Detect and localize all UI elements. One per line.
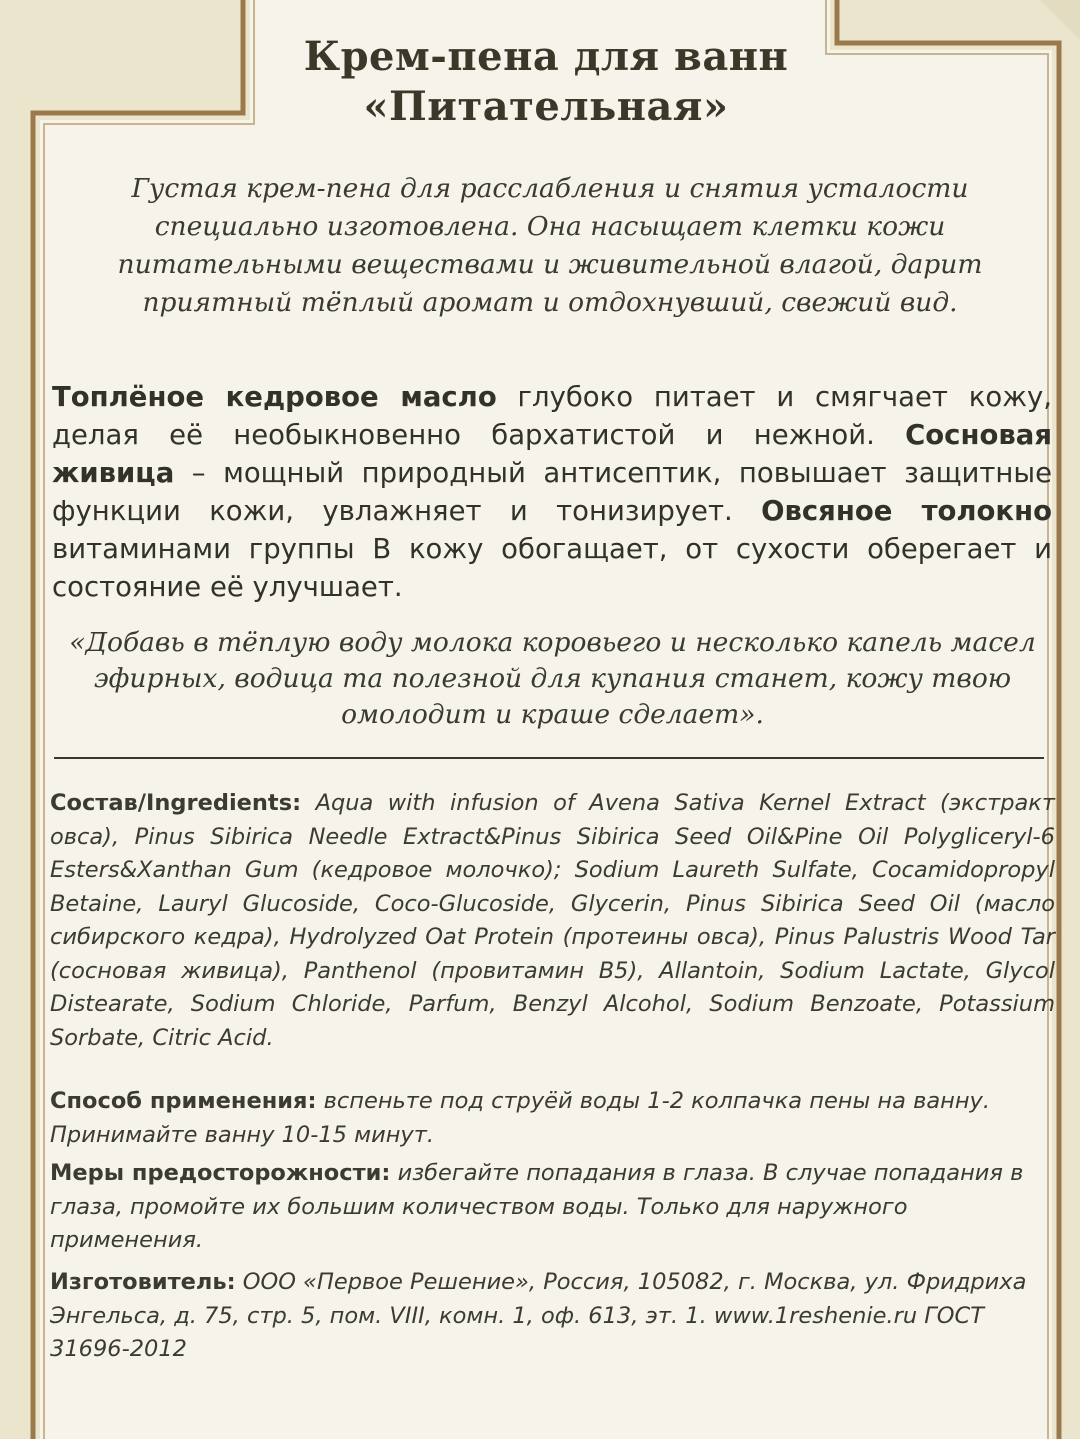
pine-resin-text: – мощный природный антисептик, повышает защитные функции кожи, увлажняет и тонизирует. (52, 457, 1052, 527)
oat-flour-text: витаминами группы В кожу обогащает, от сухости оберегает и состояние её улучшает. (52, 533, 1052, 603)
precautions-block (50, 1157, 1055, 1258)
precautions-text: избегайте попадания в глаза. В случае попадания в глаза, промойте их большим количеством воды. Только для наружного применения. (50, 1160, 1024, 1253)
section-divider (54, 757, 1044, 759)
manufacturer-text: ООО «Первое Решение», Россия, 105082, г. Москва, ул. Фридриха Энгельса, д. 75, стр. 5, пом. VIII, комн. 1, оф. 613, эт. 1. www.1reshenie.ru ГОСТ 31696-2012 (50, 1269, 1027, 1362)
ingredients-label: Состав/Ingredients: (50, 790, 302, 816)
quote-paragraph: «Добавь в тёплую воду молока коровьего и несколько капель масел эфирных, водица та полезной для купания станет, кожу твою омолодит и краше сделает». (69, 627, 1036, 730)
product-title: Крем-пена для ванн (303, 33, 789, 80)
oat-flour-heading: Овсяное толокно (761, 495, 1052, 527)
ingredients-block (50, 787, 1055, 1055)
cedar-oil-text: глубоко питает и смягчает кожу, делая её необыкновенно бархатистой и нежной. (52, 381, 1052, 451)
manufacturer-block (50, 1266, 1055, 1367)
product-subtitle: «Питательная» (363, 83, 729, 130)
usage-text: вспеньте под струёй воды 1-2 колпачка пены на ванну. Принимайте ванну 10-15 минут. (50, 1088, 991, 1148)
ingredients-text: Aqua with infusion of Avena Sativa Kernel Extract (экстракт овса), Pinus Sibirica Needle Extract&Pinus Sibirica Seed Oil&Pine Oil Polygliceryl-6 Esters&Xanthan Gum (кедровое молочко); Sodium Laureth Sulfate, Cocamidopropyl Betaine, Lauryl Glucoside, Coco-Glucoside, Glycerin, Pinus Sibirica Seed Oil (масло сибирского кедра), Hydrolyzed Oat Protein (протеины овса), Pinus Palustris Wood Tar (сосновая живица), Panthenol (провитамин B5), Allantoin, Sodium Lactate, Glycol Distearate, Sodium Chloride, Parfum, Benzyl Alcohol, Sodium Benzoate, Potassium Sorbate, Citric Acid. (50, 790, 1055, 1051)
intro-paragraph: Густая крем-пена для расслабления и снятия усталости специально изготовлена. Она насыщает клетки кожи питательными веществами и живительной влагой, дарит приятный тёплый аромат и отдохнувший, свежий вид. (117, 173, 983, 318)
cedar-oil-heading: Топлёное кедровое масло (52, 381, 497, 413)
usage-label: Способ применения: (50, 1088, 317, 1114)
description-paragraph (52, 378, 1052, 606)
pine-resin-heading: Сосновая живица (52, 419, 1052, 489)
manufacturer-label: Изготовитель: (50, 1269, 236, 1295)
text-panel (40, 0, 1055, 1439)
precautions-label: Меры предосторожности: (50, 1160, 391, 1186)
usage-block (50, 1085, 1055, 1152)
